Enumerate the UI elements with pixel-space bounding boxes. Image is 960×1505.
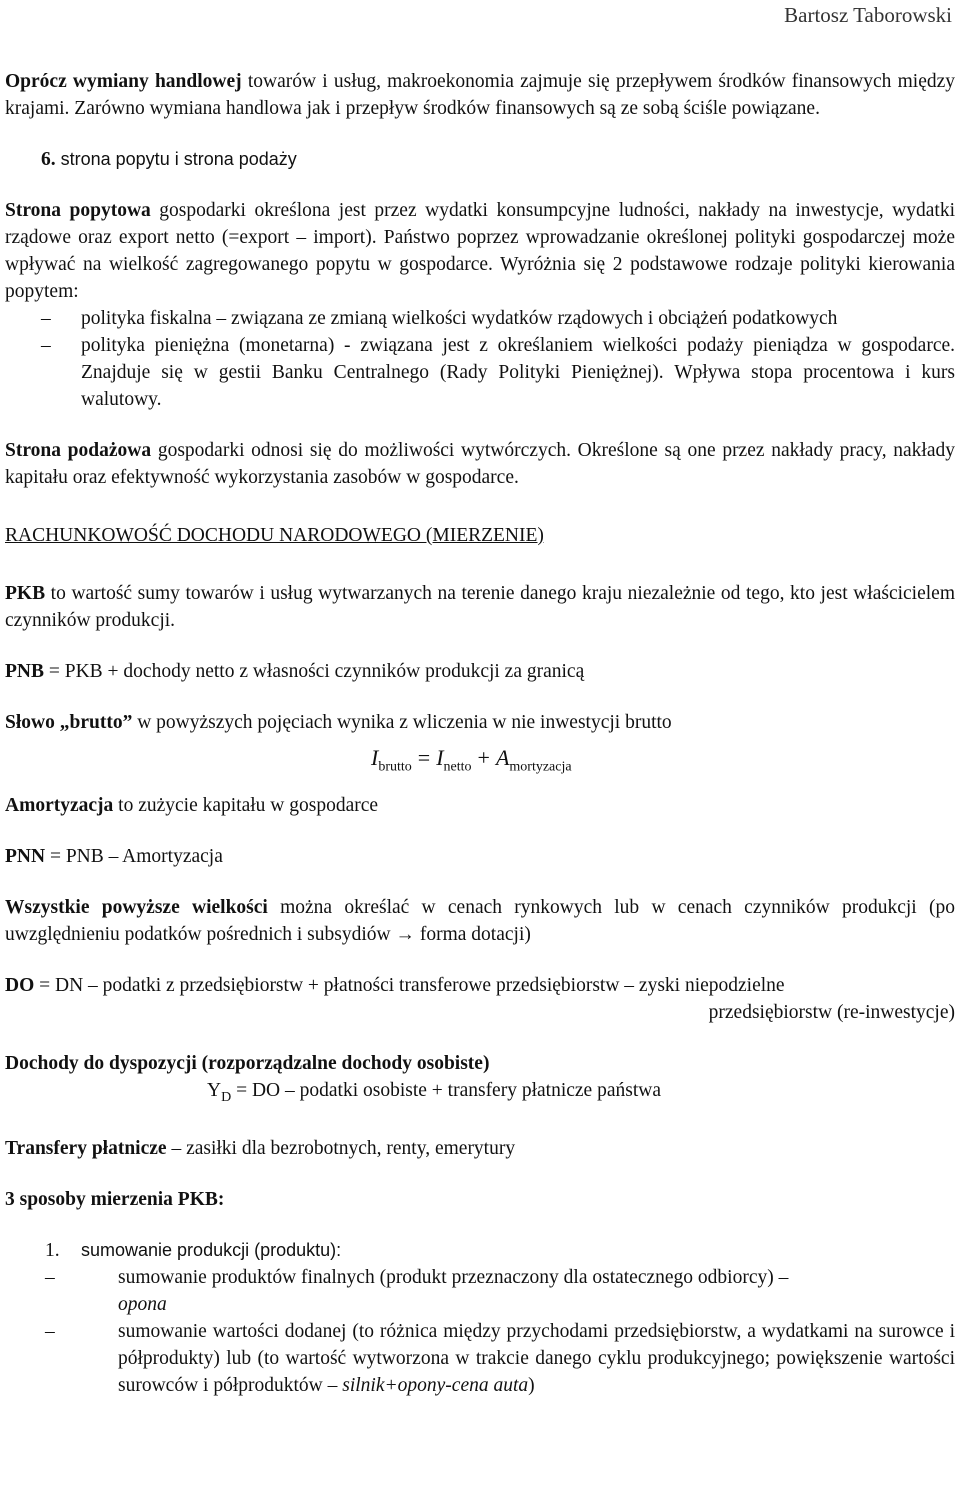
method-item-1	[5, 1237, 955, 1264]
policy-monetary: polityka pieniężna (monetarna) - związana jest z określaniem wielkości podaży pieniądza w gospodarce. Znajduje się w gestii Banku Centralnego (Rady Polityki Pieniężnej). Wpływa stopa procentowa i kurs walutowy.	[81, 335, 955, 410]
pnn-paragraph	[5, 843, 955, 870]
methods-title	[5, 1186, 955, 1213]
brutto-bold-1: Słowo	[5, 712, 55, 733]
yd-symbol: Y	[207, 1080, 222, 1101]
amortization-bold: Amortyzacja	[5, 795, 114, 816]
demand-policy-list	[5, 305, 955, 413]
pkb-paragraph	[5, 580, 955, 634]
all-values-bold: Wszystkie powyższe wielkości	[5, 897, 268, 918]
pkb-bold: PKB	[5, 583, 46, 604]
brutto-paragraph	[5, 709, 955, 736]
method-item-text: sumowanie produkcji (produktu):	[81, 1239, 342, 1260]
formula-i-brutto: I	[371, 745, 379, 770]
intro-paragraph	[5, 68, 955, 122]
brutto-text: w powyższych pojęciach wynika z wliczenia w nie inwestycji brutto	[132, 712, 672, 733]
method-item-number: 1.	[45, 1239, 60, 1261]
transfers-bold: Transfery płatnicze	[5, 1137, 167, 1159]
formula-a: A	[495, 745, 510, 770]
do-text-line2: przedsiębiorstw (re-inwestycje)	[708, 1002, 955, 1023]
amortization-paragraph	[5, 792, 955, 819]
pkb-text: to wartość sumy towarów i usług wytwarzanych na terenie danego kraju niezależnie od tego, kto jest właścicielem czynników produkcji.	[5, 583, 955, 631]
document-body	[5, 68, 955, 1399]
all-values-paragraph	[5, 894, 955, 948]
transfers-text: – zasiłki dla bezrobotnych, renty, emerytury	[166, 1137, 516, 1159]
sublist-item-italic: opona	[118, 1293, 167, 1315]
sublist-item-end: )	[528, 1374, 535, 1396]
demand-text: gospodarki określona jest przez wydatki konsumpcyjne ludności, nakłady na inwestycje, wydatki rządowe oraz export netto (=export – import). Państwo poprzez wprowadzanie określonej polityki gospodarczej może wpływać na wielkość zagregowanego popytu w gospodarce. Wyróżnia się 2 podstawowe rodzaje polityki kierowania popytem:	[5, 200, 955, 302]
dash-bullet: –	[41, 308, 51, 329]
pnb-text: = PKB + dochody netto z własności czynników produkcji za granicą	[44, 661, 585, 682]
dash-bullet: –	[45, 1266, 55, 1288]
do-text-line1: = DN – podatki z przedsiębiorstw + płatności transferowe przedsiębiorstw – zyski niepodzielne	[34, 975, 785, 996]
disposable-income-heading	[5, 1050, 955, 1077]
disposable-income-formula	[5, 1077, 955, 1111]
list-item	[5, 305, 955, 332]
supply-text: gospodarki odnosi się do możliwości wytwórczych. Określone są one przez nakłady pracy, nakłady kapitału oraz efektywność wykorzystania zasobów w gospodarce.	[5, 440, 955, 488]
all-values-text: można określać w cenach rynkowych lub w cenach czynników produkcji (po uwzględnieniu podatków pośrednich i subsydiów → forma dotacji)	[5, 897, 955, 945]
intro-bold: Oprócz wymiany handlowej	[5, 71, 242, 92]
list-item	[5, 1264, 955, 1318]
page-header-author: Bartosz Taborowski	[784, 3, 952, 27]
transfers-paragraph	[5, 1135, 955, 1162]
method-sublist	[5, 1264, 955, 1399]
dash-bullet: –	[41, 335, 51, 356]
section-6-heading	[5, 146, 955, 173]
demand-bold: Strona popytowa	[5, 200, 151, 221]
section-heading: RACHUNKOWOŚĆ DOCHODU NARODOWEGO (MIERZENIE)	[5, 525, 544, 546]
pnn-bold: PNN	[5, 846, 46, 867]
intro-text: towarów i usług, makroekonomia zajmuje się przepływem środków finansowych między krajami. Zarówno wymiana handlowa jak i przepływ środków finansowych są ze sobą ściśle powiązane.	[5, 71, 956, 119]
formula-sub-netto: netto	[443, 759, 472, 775]
sublist-item-text: sumowanie produktów finalnych (produkt przeznaczony dla ostatecznego odbiorcy) –	[118, 1266, 789, 1288]
list-item	[5, 332, 955, 413]
yd-subscript: D	[221, 1089, 232, 1105]
formula-i-netto: I	[436, 745, 444, 770]
section-6-number: 6.	[41, 149, 56, 170]
list-item	[5, 1318, 955, 1399]
demand-paragraph	[5, 197, 955, 305]
methods-title-bold: 3 sposoby mierzenia PKB:	[5, 1188, 225, 1210]
section-6-title: strona popytu i strona podaży	[55, 149, 297, 169]
investment-formula	[5, 736, 955, 780]
supply-paragraph	[5, 437, 955, 491]
brutto-bold-2: „brutto”	[59, 712, 133, 733]
policy-fiscal: polityka fiskalna – związana ze zmianą wielkości wydatków rządowych i obciążeń podatkowych	[81, 308, 838, 329]
do-paragraph	[5, 972, 955, 999]
formula-equals: =	[417, 745, 431, 770]
pnn-text: = PNB – Amortyzacja	[45, 846, 223, 867]
formula-plus: +	[477, 745, 490, 770]
formula-sub-mortyzacja: mortyzacja	[509, 759, 572, 775]
pnb-paragraph	[5, 658, 955, 685]
amortization-text: to zużycie kapitału w gospodarce	[113, 795, 379, 816]
sublist-item-text: sumowanie wartości dodanej (to różnica między przychodami przedsiębiorstw, a wydatkami na surowce i półprodukty) lub (to wartość wytworzona w trakcie danego cyklu produkcyjnego; powiększenie wartości surowców i półproduktów –	[118, 1320, 955, 1396]
do-bold: DO	[5, 975, 35, 996]
sublist-item-italic: silnik+opony-cena auta	[342, 1374, 529, 1396]
dash-bullet: –	[45, 1320, 55, 1342]
disposable-income-bold: Dochody do dyspozycji (rozporządzalne dochody osobiste)	[5, 1053, 490, 1074]
yd-formula-text: = DO – podatki osobiste + transfery płatnicze państwa	[231, 1080, 661, 1101]
pnb-bold: PNB	[5, 661, 44, 682]
supply-bold: Strona podażowa	[5, 440, 152, 461]
formula-sub-brutto: brutto	[378, 759, 412, 775]
